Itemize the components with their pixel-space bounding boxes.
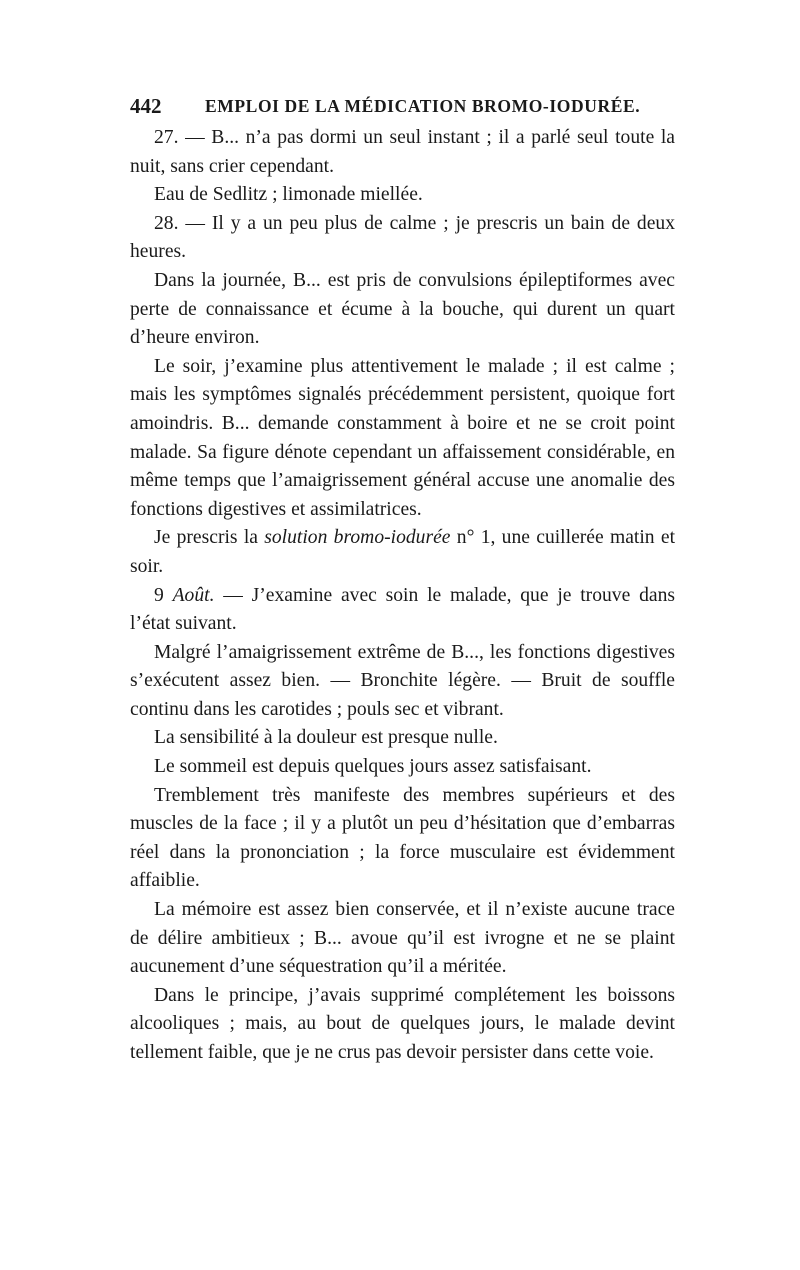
paragraph-alcohol: Dans le principe, j’avais supprimé complétement les boissons alcooliques ; mais, au bout de quelques jours, le malade devint tellement faible, que je ne crus pas devoir persister dans cette voie. (130, 984, 675, 1063)
paragraph-sensibility: La sensibilité à la douleur est presque nulle. (154, 727, 498, 749)
paragraph-sleep: Le sommeil est depuis quelques jours assez satisfaisant. (154, 756, 592, 778)
italic-term: solution bromo-iodurée (264, 527, 451, 549)
paragraph-prescription-solution (130, 524, 675, 581)
paragraph-entry-27: 27. — B... n’a pas dormi un seul instant ; il a parlé seul toute la nuit, sans crier cependant. (130, 127, 675, 177)
paragraph-text: — J’examine avec soin le malade, que je trouve dans l’état suivant. (130, 584, 675, 635)
paragraph-tremor: Tremblement très manifeste des membres supérieurs et des muscles de la face ; il y a plutôt un peu d’hésitation que d’embarras réel dans la prononciation ; la force musculaire est évidemment affaiblie. (130, 784, 675, 892)
paragraph-digestive-functions: Malgré l’amaigrissement extrême de B..., les fonctions digestives s’exécutent assez bien. — Bronchite légère. — Bruit de souffle continu dans les carotides ; pouls sec et vibrant. (130, 641, 675, 720)
page-number: 442 (130, 94, 162, 118)
paragraph-text: n° 1, une cuillerée matin et soir. (130, 527, 676, 577)
body-text (130, 124, 675, 1068)
paragraph-august-9 (130, 582, 675, 639)
paragraph-convulsions: Dans la journée, B... est pris de convulsions épileptiformes avec perte de connaissance et écume à la bouche, qui durent un quart d’heure environ. (130, 269, 675, 349)
paragraph-text: 9 (154, 584, 173, 606)
paragraph-evening-exam: Le soir, j’examine plus attentivement le malade ; il est calme ; mais les symptômes signalés précédemment persistent, quoique fort amoindris. B... demande constamment à boire et ne se croit point malade. Sa figure dénote cependant un affaissement considérable, en même temps que l’amaigrissement général accuse une anomalie des fonctions digestives et assimilatrices. (130, 355, 675, 520)
paragraph-memory: La mémoire est assez bien conservée, et il n’existe aucune trace de délire ambitieux ; B... avoue qu’il est ivrogne et ne se plaint aucunement d’une séquestration qu’il a méritée. (130, 899, 675, 978)
paragraph-entry-28: 28. — Il y a un peu plus de calme ; je prescris un bain de deux heures. (130, 212, 675, 263)
paragraph-text: Je prescris la (154, 527, 265, 549)
page-header (130, 94, 675, 124)
paragraph-prescription-sedlitz: Eau de Sedlitz ; limonade miellée. (154, 184, 423, 206)
running-title: EMPLOI DE LA MÉDICATION BROMO-IODURÉE. (205, 96, 641, 116)
italic-date: Août. (172, 584, 215, 606)
